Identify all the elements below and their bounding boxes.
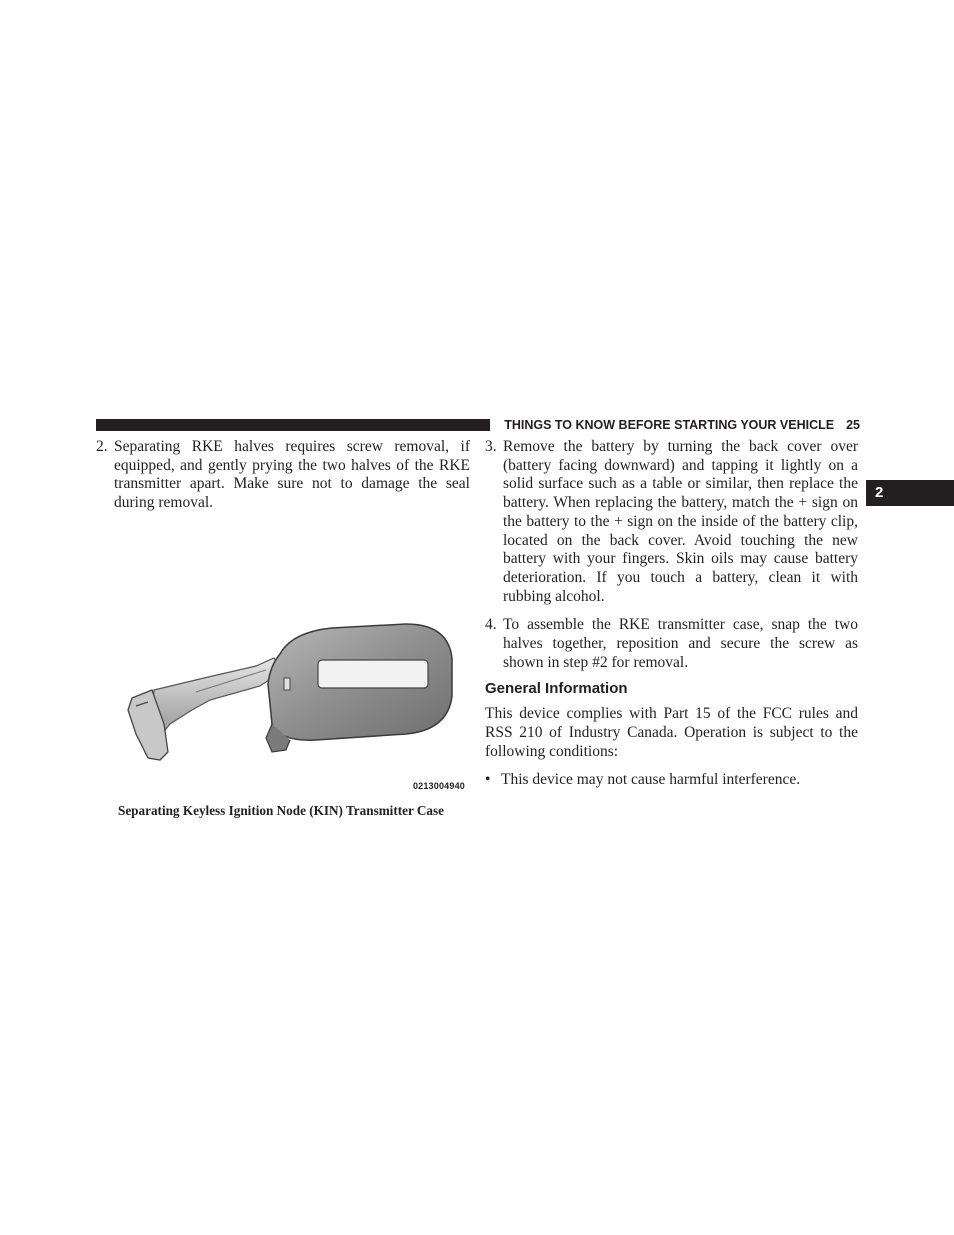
left-column xyxy=(96,438,470,819)
step-number: 4. xyxy=(485,616,497,634)
chapter-tab: 2 xyxy=(866,480,954,506)
right-column xyxy=(485,438,858,789)
header-section-title: THINGS TO KNOW BEFORE STARTING YOUR VEHICLE xyxy=(504,418,835,432)
step-number: 2. xyxy=(96,438,108,455)
step-text: Remove the battery by turning the back cover over (battery facing downward) and tapping it lightly on a solid surface such as a table or similar, then replace the battery. When replacing the battery, match the + sign on the battery to the + sign on the inside of the battery clip, located on the back cover. Avoid touching the new battery with your fingers. Skin oils may cause battery deterioration. If you touch a battery, clean it with rubbing alcohol. xyxy=(503,438,858,605)
header-rule xyxy=(96,419,490,431)
step-number: 3. xyxy=(485,438,497,455)
section-heading-general-information: General Information xyxy=(485,680,628,698)
figure-caption: Separating Keyless Ignition Node (KIN) Transmitter Case xyxy=(117,802,445,818)
step-text: Separating RKE halves requires screw removal, if equipped, and gently prying the two halves of the RKE transmitter apart. Make sure not to damage the seal during removal. xyxy=(114,438,470,512)
step-3 xyxy=(485,438,858,606)
figure-code: 0213004940 xyxy=(412,781,465,792)
fcc-paragraph: This device complies with Part 15 of the FCC rules and RSS 210 of Industry Canada. Operation is subject to the following conditions: xyxy=(485,705,858,760)
bullet-icon: • xyxy=(485,770,491,788)
running-header xyxy=(498,416,860,434)
step-2 xyxy=(96,438,470,513)
step-4 xyxy=(485,616,858,672)
bullet-text: This device may not cause harmful interference. xyxy=(501,770,801,788)
step-text: To assemble the RKE transmitter case, snap the two halves together, reposition and secure the screw as shown in step #2 for removal. xyxy=(503,616,858,671)
figure-kin-transmitter xyxy=(96,574,470,796)
key-fob-illustration xyxy=(96,574,470,796)
list-item xyxy=(485,771,858,790)
page-number: 25 xyxy=(846,418,860,432)
